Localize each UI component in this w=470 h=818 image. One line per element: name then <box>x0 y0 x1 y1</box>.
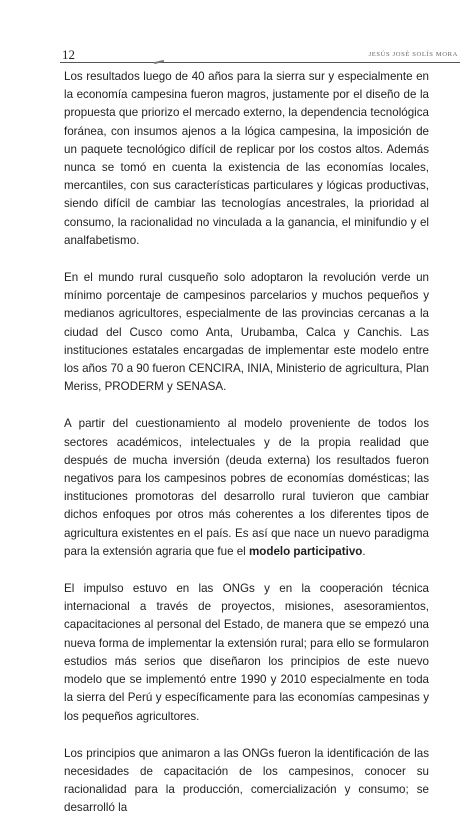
body-text <box>64 68 429 818</box>
running-head-author: JESÚS JOSÉ SOLÍS MORA <box>368 51 458 58</box>
paragraph-1: Los resultados luego de 40 años para la sierra sur y especialmente en la economía campesina fueron magros, justamente por el diseño de la propuesta que priorizo el mercado externo, la dependencia tecnológica foránea, con insumos ajenos a la lógica campesina, la imposición de un paquete tecnológico difícil de replicar por los costos altos. Además nunca se tomó en cuenta la existencia de las economías locales, mercantiles, con sus características particulares y lógicas productivas, siendo difícil de cambiar las tecnologías ancestrales, la prioridad al consumo, la racionalidad no vinculada a la ganancia, el minifundio y el analfabetismo. <box>64 70 429 247</box>
paragraph-3-bold-term: modelo participativo <box>248 544 363 558</box>
header-rule-mark <box>154 60 164 64</box>
paragraph-3-end: . <box>362 544 366 558</box>
paragraph-5: Los principios que animaron a las ONGs fueron la identificación de las necesidades de capacitación de los campesinos, conocer su racionalidad para la producción, comercialización y consumo; se desarrolló la <box>64 746 429 815</box>
page-number: 12 <box>62 47 75 62</box>
paragraph-3-text: A partir del cuestionamiento al modelo proveniente de todos los sectores académicos, intelectuales y de la propia realidad que después de mucha inversión (deuda externa) los resultados fueron negativos para los campesinos pobres de economías domésticas; las instituciones promotoras del desarrollo rural tuvieron que cambiar dichos enfoques por otros más coherentes a los diferentes tipos de agricultura existentes en el país. Es así que nace un nuevo paradigma para la extensión agraria que fue el <box>64 417 429 558</box>
paragraph-4: El impulso estuvo en las ONGs y en la cooperación técnica internacional a través de proyectos, misiones, asesoramientos, capacitaciones al personal del Estado, de manera que se empezó una nueva forma de implementar la extensión rural; para ello se formularon estudios más serios que diseñaron los principios de este nuevo modelo que se implementó entre 1990 y 2010 especialmente en toda la sierra del Perú y específicamente para las economías campesinas y los pequeños agricultores. <box>64 582 429 723</box>
paragraph-2: En el mundo rural cusqueño solo adoptaron la revolución verde un mínimo porcentaje de campesinos parcelarios y muchos pequeños y medianos agricultores, especialmente de las provincias cercanas a la ciudad del Cusco como Anta, Urubamba, Calca y Canchis. Las instituciones estatales encargadas de implementar este modelo entre los años 70 a 90 fueron CENCIRA, INIA, Ministerio de agricultura, Plan Meriss, PRODERM y SENASA. <box>64 271 429 394</box>
header-rule <box>60 62 460 63</box>
paragraph-3 <box>64 415 429 561</box>
